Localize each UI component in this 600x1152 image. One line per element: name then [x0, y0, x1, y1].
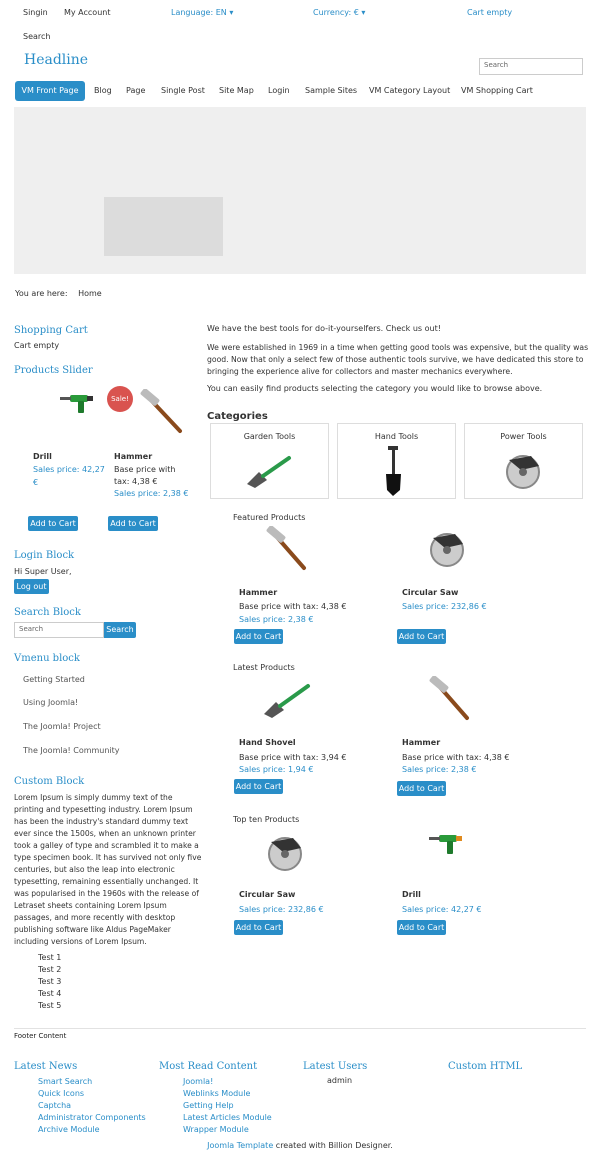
- slider-product-base-price-2: tax: 4,38 €: [114, 477, 158, 486]
- cart-link[interactable]: Cart empty: [467, 8, 513, 17]
- menu-item-site-map[interactable]: Site Map: [219, 86, 254, 95]
- drill-icon: [427, 832, 469, 858]
- breadcrumb-home[interactable]: Home: [78, 289, 102, 298]
- latest-products-title: Latest Products: [233, 663, 295, 672]
- products-slider-title: Products Slider: [14, 365, 93, 376]
- footer-link[interactable]: Captcha: [38, 1101, 72, 1110]
- add-to-cart-button[interactable]: Add to Cart: [234, 629, 283, 644]
- category-label: Power Tools: [500, 432, 547, 441]
- search-block-title: Search Block: [14, 607, 81, 618]
- add-to-cart-button[interactable]: Add to Cart: [108, 516, 158, 531]
- hammer-image[interactable]: [138, 389, 184, 435]
- hand-shovel-image[interactable]: [262, 682, 312, 720]
- footer-link[interactable]: Latest Articles Module: [183, 1113, 272, 1122]
- template-credit-link[interactable]: Joomla Template: [207, 1141, 274, 1150]
- search-button[interactable]: Search: [104, 622, 136, 638]
- header-search-input[interactable]: [479, 58, 583, 75]
- footer-link[interactable]: Archive Module: [38, 1125, 100, 1134]
- product-name[interactable]: Hammer: [402, 738, 441, 747]
- my-account-link[interactable]: My Account: [64, 8, 111, 17]
- sidebar-search-input[interactable]: [14, 622, 104, 638]
- drill-image[interactable]: [427, 832, 469, 858]
- menu-item-sample-sites[interactable]: Sample Sites: [305, 86, 358, 95]
- product-base-price: Base price with tax: 3,94 €: [239, 753, 347, 762]
- slideshow-banner: [14, 107, 586, 274]
- about-paragraph: [207, 342, 588, 378]
- custom-line: Letraset sheets containing Lorem Ipsum: [14, 901, 167, 910]
- product-sales-price: Sales price: 42,27 €: [402, 905, 482, 914]
- footer-link[interactable]: Smart Search: [38, 1077, 93, 1086]
- footer-link[interactable]: Weblinks Module: [183, 1089, 251, 1098]
- footer-most-read-list: [183, 1076, 272, 1136]
- circular-saw-icon: [501, 448, 547, 492]
- custom-line: has been the industry's standard dummy text: [14, 817, 189, 826]
- circular-saw-icon: [263, 830, 309, 874]
- search-link[interactable]: Search: [23, 32, 51, 41]
- hammer-icon: [427, 676, 473, 722]
- menu-item-page[interactable]: Page: [126, 86, 146, 95]
- search-placeholder: Search: [484, 61, 509, 69]
- list-item: Test 2: [38, 965, 62, 974]
- shopping-cart-title: Shopping Cart: [14, 325, 88, 336]
- list-item: Test 4: [38, 989, 62, 998]
- slider-product-name[interactable]: Drill: [33, 452, 52, 461]
- category-label: Hand Tools: [374, 432, 419, 441]
- add-to-cart-button[interactable]: Add to Cart: [234, 920, 283, 935]
- footer-latest-news-title: Latest News: [14, 1061, 78, 1072]
- product-name[interactable]: Drill: [402, 890, 421, 899]
- login-greeting: Hi Super User,: [14, 567, 72, 576]
- shovel-icon: [382, 444, 406, 498]
- search-placeholder: Search: [19, 625, 44, 633]
- menu-item-single-post[interactable]: Single Post: [161, 86, 205, 95]
- list-item: Test 5: [38, 1001, 62, 1010]
- footer-latest-users-title: Latest Users: [303, 1061, 368, 1072]
- product-sales-price: Sales price: 232,86 €: [239, 905, 324, 914]
- hammer-icon: [264, 526, 310, 572]
- top-ten-products-title: Top ten Products: [233, 815, 300, 824]
- featured-products-title: Featured Products: [233, 513, 306, 522]
- custom-line: printing and typesetting industry. Lorem Ipsum: [14, 805, 193, 814]
- footer-user-item: admin: [327, 1076, 353, 1085]
- custom-line: took a galley of type and scrambled it to make a: [14, 841, 199, 850]
- logout-button[interactable]: Log out: [14, 579, 49, 594]
- category-hand-tools[interactable]: [337, 423, 456, 499]
- drill-image[interactable]: [58, 392, 100, 416]
- breadcrumb: [15, 289, 102, 298]
- signin-link[interactable]: Singin: [23, 8, 48, 17]
- product-name[interactable]: Circular Saw: [402, 588, 459, 597]
- sale-badge: Sale!: [107, 386, 133, 412]
- slider-product-name[interactable]: Hammer: [114, 452, 153, 461]
- custom-line: type specimen book. It has survived not only five: [14, 853, 202, 862]
- page-headline: Headline: [24, 52, 89, 68]
- slider-product-sales-currency: €: [33, 478, 39, 487]
- product-sales-price: Sales price: 2,38 €: [402, 765, 477, 774]
- custom-line: ever since the 1500s, when an unknown printer: [14, 829, 196, 838]
- browse-text: You can easily find products selecting the category you would like to browse above.: [207, 384, 543, 393]
- footer-content: Footer Content: [14, 1032, 67, 1040]
- circular-saw-image[interactable]: [263, 830, 309, 874]
- intro-text: We have the best tools for do-it-yourselfers. Check us out!: [207, 324, 441, 333]
- about-line: good. Now that only a select few of those authentic tools survive, we have dedicated this store to: [207, 355, 584, 364]
- hand-shovel-icon: [262, 682, 312, 720]
- slider-product-base-price: Base price with: [114, 465, 176, 474]
- add-to-cart-button[interactable]: Add to Cart: [234, 779, 283, 794]
- list-item: Test 3: [38, 977, 62, 986]
- footer-custom-html-title: Custom HTML: [448, 1061, 523, 1072]
- footer-latest-news-list: [38, 1076, 146, 1136]
- footer-link[interactable]: Administrator Components: [38, 1113, 146, 1122]
- custom-line: publishing software like Aldus PageMaker: [14, 925, 171, 934]
- vmenu-block-title: Vmenu block: [14, 653, 80, 664]
- vmenu-item-joomla-community[interactable]: The Joomla! Community: [23, 746, 120, 755]
- product-sales-price: Sales price: 1,94 €: [239, 765, 314, 774]
- add-to-cart-button[interactable]: Add to Cart: [28, 516, 78, 531]
- hammer-image[interactable]: [264, 526, 310, 572]
- category-garden-tools[interactable]: [210, 423, 329, 499]
- menu-item-vm-front-page[interactable]: VM Front Page: [15, 81, 85, 101]
- product-name[interactable]: Hand Shovel: [239, 738, 296, 747]
- add-to-cart-button[interactable]: Add to Cart: [397, 781, 446, 796]
- footer-divider: [14, 1028, 586, 1029]
- category-power-tools[interactable]: [464, 423, 583, 499]
- login-block-title: Login Block: [14, 550, 75, 561]
- menu-item-login[interactable]: Login: [268, 86, 290, 95]
- list-item: Test 1: [38, 953, 62, 962]
- custom-line: was popularised in the 1960s with the release of: [14, 889, 199, 898]
- sidebar-cart-status: Cart empty: [14, 341, 60, 350]
- vmenu-item-getting-started[interactable]: Getting Started: [23, 675, 85, 684]
- credit-text: created with Billion Designer.: [273, 1141, 393, 1150]
- footer-link[interactable]: Wrapper Module: [183, 1125, 249, 1134]
- footer-link[interactable]: Getting Help: [183, 1101, 234, 1110]
- product-name[interactable]: Circular Saw: [239, 890, 296, 899]
- menu-item-vm-category-layout[interactable]: VM Category Layout: [369, 86, 451, 95]
- add-to-cart-button[interactable]: Add to Cart: [397, 920, 446, 935]
- categories-title: Categories: [207, 411, 268, 422]
- currency-label: Currency: €: [313, 8, 359, 17]
- language-label: Language: EN: [171, 8, 227, 17]
- circular-saw-image[interactable]: [425, 526, 471, 570]
- custom-line: including versions of Lorem Ipsum.: [14, 937, 147, 946]
- about-line: bringing the experience alive for collectors and master mechanics everywhere.: [207, 367, 513, 376]
- product-base-price: Base price with tax: 4,38 €: [239, 602, 347, 611]
- product-sales-price: Sales price: 232,86 €: [402, 602, 487, 611]
- product-name[interactable]: Hammer: [239, 588, 278, 597]
- hammer-icon: [138, 389, 184, 435]
- custom-line: centuries, but also the leap into electronic: [14, 865, 175, 874]
- footer-link[interactable]: Quick Icons: [38, 1089, 85, 1098]
- breadcrumb-prefix: You are here:: [15, 289, 68, 298]
- footer-most-read-title: Most Read Content: [159, 1061, 258, 1072]
- drill-icon: [58, 392, 100, 416]
- slider-product-sales-price: Sales price: 42,27: [33, 465, 105, 474]
- slider-product-sales-price: Sales price: 2,38 €: [114, 489, 189, 498]
- footer-link[interactable]: Joomla!: [183, 1077, 214, 1086]
- menu-item-blog[interactable]: Blog: [94, 86, 112, 95]
- product-base-price: Base price with tax: 4,38 €: [402, 753, 510, 762]
- vmenu-item-joomla-project[interactable]: The Joomla! Project: [23, 722, 101, 731]
- custom-line: Lorem Ipsum is simply dummy text of the: [14, 793, 173, 802]
- vmenu-item-using-joomla[interactable]: Using Joomla!: [23, 698, 79, 707]
- language-selector[interactable]: [171, 8, 233, 17]
- custom-line: passages, and more recently with desktop: [14, 913, 176, 922]
- chevron-down-icon: ▾: [229, 8, 234, 17]
- menu-item-vm-shopping-cart[interactable]: VM Shopping Cart: [461, 86, 533, 95]
- slideshow-image-placeholder: [104, 197, 223, 256]
- chevron-down-icon: ▾: [361, 8, 366, 17]
- category-label: Garden Tools: [243, 432, 296, 441]
- custom-block-text: [14, 792, 204, 948]
- product-sales-price: Sales price: 2,38 €: [239, 615, 314, 624]
- hammer-image[interactable]: [427, 676, 473, 722]
- about-line: We were established in 1969 in a time when getting good tools was expensive, but the quality was: [207, 343, 589, 352]
- hand-shovel-icon: [245, 454, 295, 490]
- add-to-cart-button[interactable]: Add to Cart: [397, 629, 446, 644]
- custom-block-title: Custom Block: [14, 776, 85, 787]
- circular-saw-icon: [425, 526, 471, 570]
- currency-selector[interactable]: [313, 8, 365, 17]
- footer-credit: [0, 1141, 600, 1150]
- custom-line: typesetting, remaining essentially unchanged. It: [14, 877, 199, 886]
